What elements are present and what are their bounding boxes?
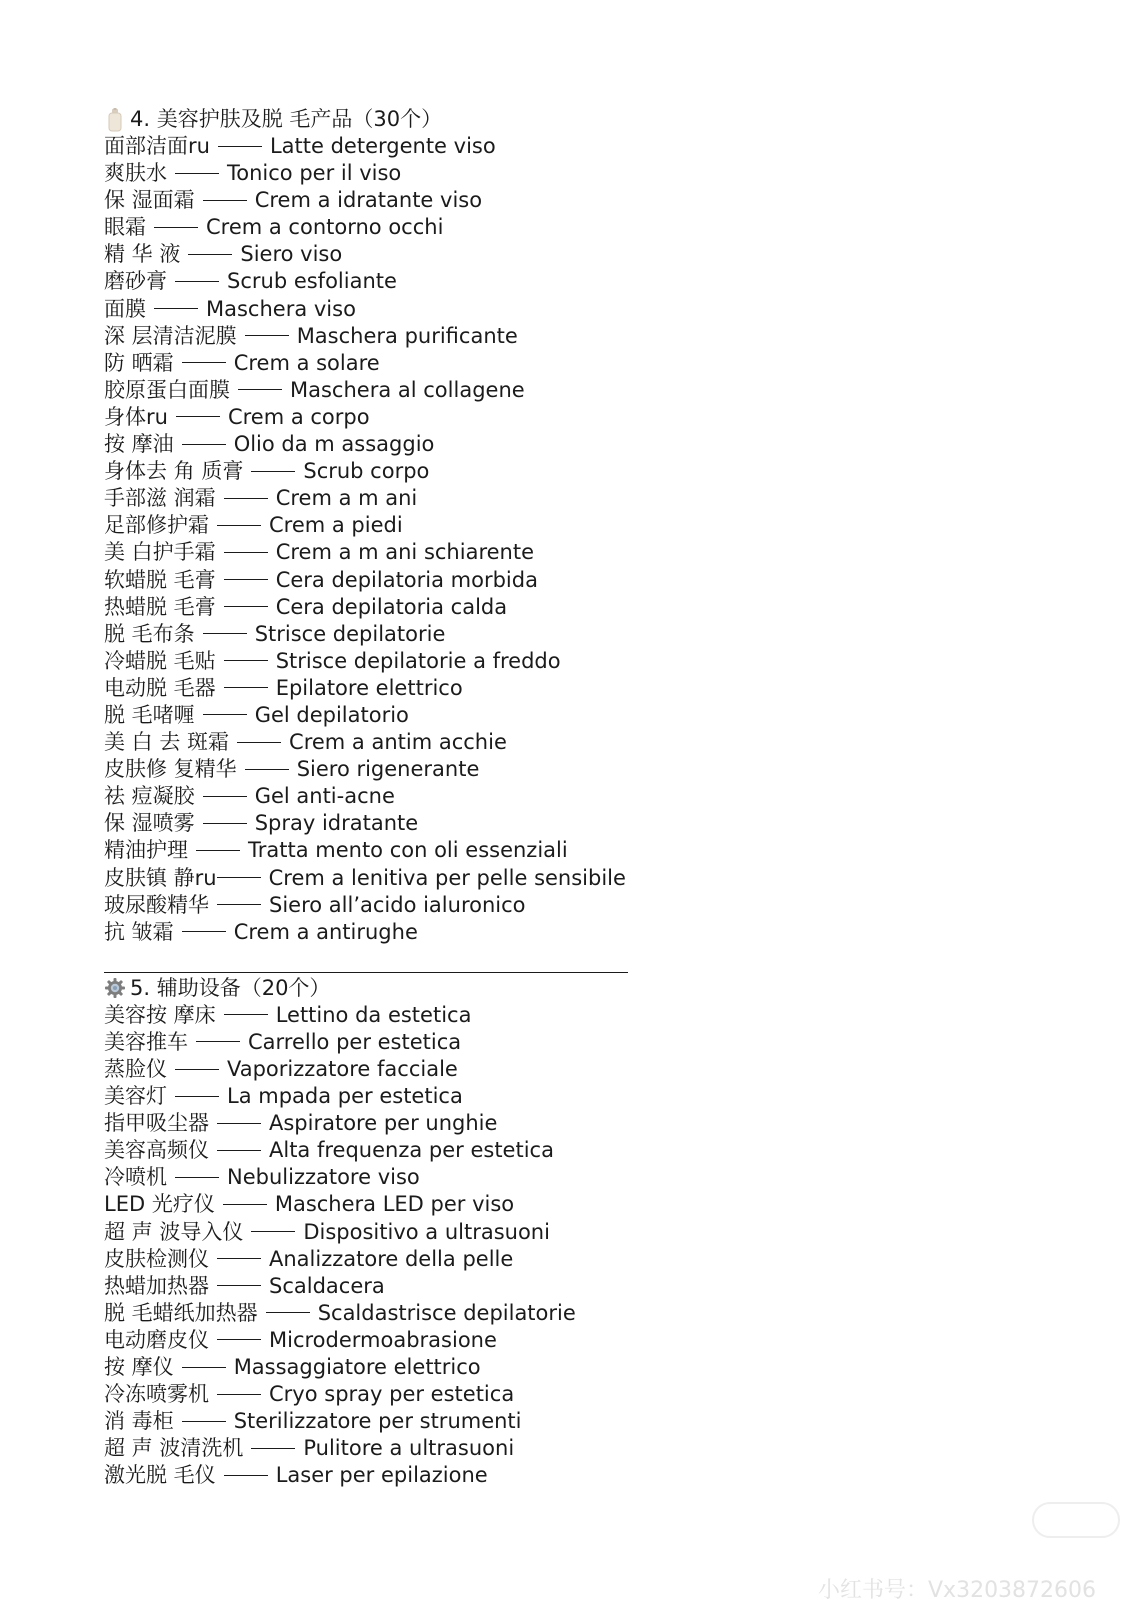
italian-term: Scrub corpo <box>303 459 430 484</box>
em-dash-separator <box>251 1231 295 1232</box>
italian-term: Massaggiatore elettrico <box>233 1355 481 1380</box>
chinese-term: 消 毒柜 <box>104 1409 174 1434</box>
italian-term: Nebulizzatore viso <box>227 1165 420 1190</box>
chinese-term: 热蜡加热器 <box>104 1273 209 1298</box>
list-item <box>104 1354 704 1381</box>
section-divider <box>104 972 628 973</box>
em-dash-separator <box>182 931 226 932</box>
italian-term: Crem a corpo <box>227 404 370 429</box>
list-item <box>104 1435 704 1462</box>
em-dash-separator <box>203 714 247 715</box>
chinese-term: 按 摩仪 <box>104 1355 174 1380</box>
em-dash-separator <box>182 1421 226 1422</box>
italian-term: Alta frequenza per estetica <box>269 1138 554 1163</box>
italian-term: Crem a idratante viso <box>254 188 483 213</box>
list-item <box>104 1164 704 1191</box>
chinese-term: 脱 毛布条 <box>104 621 195 646</box>
chinese-term: 玻尿酸精华 <box>104 892 209 917</box>
italian-term: Crem a antim acchie <box>289 730 507 755</box>
chinese-term: 精 华 液 <box>104 242 181 267</box>
list-item <box>104 296 704 323</box>
em-dash-separator <box>175 281 219 282</box>
list-item <box>104 810 704 837</box>
italian-term: Maschera purificante <box>296 323 518 348</box>
chinese-term: 面膜 <box>104 296 146 321</box>
em-dash-separator <box>154 227 198 228</box>
list-item <box>104 702 704 729</box>
em-dash-separator <box>188 254 232 255</box>
chinese-term: 电动磨皮仪 <box>104 1327 209 1352</box>
italian-term: Microdermoabrasione <box>269 1327 497 1352</box>
chinese-term: 皮肤镇 静ru <box>104 865 217 890</box>
em-dash-separator <box>175 1069 219 1070</box>
list-item <box>104 350 704 377</box>
em-dash-separator <box>217 1394 261 1395</box>
chinese-term: 身体去 角 质膏 <box>104 459 244 484</box>
chinese-term: 冷喷机 <box>104 1165 167 1190</box>
chinese-term: 胶原蛋白面膜 <box>104 377 230 402</box>
em-dash-separator <box>217 525 261 526</box>
italian-term: Tratta mento con oli essenziali <box>248 838 568 863</box>
chinese-term: 足部修护霜 <box>104 513 209 538</box>
em-dash-separator <box>203 823 247 824</box>
list-item <box>104 783 704 810</box>
watermark-logo <box>1032 1502 1120 1538</box>
list-item <box>104 1246 704 1273</box>
em-dash-separator <box>224 498 268 499</box>
document-page <box>104 106 704 1490</box>
italian-term: Laser per epilazione <box>275 1463 488 1488</box>
chinese-term: 美 白 去 斑霜 <box>104 730 230 755</box>
italian-term: Latte detergente viso <box>269 134 496 158</box>
chinese-term: 美 白护手霜 <box>104 540 216 565</box>
em-dash-separator <box>217 904 261 905</box>
em-dash-separator <box>217 877 261 878</box>
list-item <box>104 675 704 702</box>
list-item <box>104 1300 704 1327</box>
em-dash-separator <box>224 579 268 580</box>
list-item <box>104 837 704 864</box>
chinese-term: 美容按 摩床 <box>104 1002 216 1027</box>
em-dash-separator <box>175 173 219 174</box>
chinese-term: 爽肤水 <box>104 161 167 186</box>
chinese-term: 热蜡脱 毛膏 <box>104 594 216 619</box>
list-item <box>104 1137 704 1164</box>
list-item <box>104 377 704 404</box>
italian-term: Crem a solare <box>233 350 380 375</box>
gear-icon <box>104 975 126 1001</box>
italian-term: Maschera viso <box>206 296 356 321</box>
italian-term: Aspiratore per unghie <box>269 1111 498 1136</box>
em-dash-separator <box>224 1014 268 1015</box>
italian-term: Cera depilatoria morbida <box>275 567 538 592</box>
em-dash-separator <box>176 416 220 417</box>
list-item <box>104 404 704 431</box>
chinese-term: 深 层清洁泥膜 <box>104 323 237 348</box>
italian-term: Spray idratante <box>254 811 419 836</box>
italian-term: Scaldacera <box>269 1273 385 1298</box>
list-item <box>104 1056 704 1083</box>
em-dash-separator <box>217 1150 261 1151</box>
chinese-term: 祛 痘凝胶 <box>104 784 195 809</box>
list-item <box>104 1462 704 1489</box>
chinese-term: 皮肤修 复精华 <box>104 757 237 782</box>
italian-term: Sterilizzatore per strumenti <box>233 1409 522 1434</box>
list-item <box>104 1327 704 1354</box>
em-dash-separator <box>224 1475 268 1476</box>
italian-term: Scaldastrisce depilatorie <box>317 1300 576 1325</box>
em-dash-separator <box>203 796 247 797</box>
chinese-term: 软蜡脱 毛膏 <box>104 567 216 592</box>
bottle-icon <box>104 107 126 133</box>
list-item <box>104 567 704 594</box>
section-title-text: 5. 辅助设备（20个） <box>130 975 331 1000</box>
chinese-term: 眼霜 <box>104 215 146 240</box>
list-item <box>104 323 704 350</box>
em-dash-separator <box>217 1123 261 1124</box>
section-title-text: 4. 美容护肤及脱 毛产品（30个） <box>130 107 443 131</box>
em-dash-separator <box>224 606 268 607</box>
italian-term: Carrello per estetica <box>248 1029 462 1054</box>
italian-term: Siero viso <box>240 242 343 267</box>
em-dash-separator <box>251 1448 295 1449</box>
chinese-term: 蒸脸仪 <box>104 1057 167 1081</box>
list-item <box>104 539 704 566</box>
section-title <box>104 975 704 1002</box>
chinese-term: LED 光疗仪 <box>104 1192 215 1217</box>
list-item <box>104 512 704 539</box>
list-item <box>104 1191 704 1218</box>
list-item <box>104 1083 704 1110</box>
italian-term: Dispositivo a ultrasuoni <box>303 1219 550 1244</box>
chinese-term: 防 晒霜 <box>104 350 174 375</box>
list-item <box>104 1110 704 1137</box>
chinese-term: 脱 毛蜡纸加热器 <box>104 1300 258 1325</box>
em-dash-separator <box>175 1177 219 1178</box>
list-item <box>104 485 704 512</box>
em-dash-separator <box>218 146 262 147</box>
chinese-term: 美容推车 <box>104 1029 188 1054</box>
list-item <box>104 1029 704 1056</box>
chinese-term: 手部滋 润霜 <box>104 486 216 511</box>
chinese-term: 激光脱 毛仪 <box>104 1463 216 1488</box>
italian-term: Siero rigenerante <box>296 757 480 782</box>
em-dash-separator <box>224 687 268 688</box>
em-dash-separator <box>175 1096 219 1097</box>
italian-term: Cryo spray per estetica <box>269 1382 515 1407</box>
chinese-term: 面部洁面ru <box>104 134 210 158</box>
chinese-term: 指甲吸尘器 <box>104 1111 209 1136</box>
italian-term: Vaporizzatore facciale <box>227 1057 458 1081</box>
em-dash-separator <box>224 552 268 553</box>
list-item <box>104 919 704 946</box>
list-item <box>104 458 704 485</box>
section-title <box>104 106 704 133</box>
italian-term: Cera depilatoria calda <box>275 594 508 619</box>
em-dash-separator <box>182 444 226 445</box>
italian-term: Crem a contorno occhi <box>206 215 444 240</box>
italian-term: Strisce depilatorie <box>254 621 446 646</box>
chinese-term: 按 摩油 <box>104 432 174 457</box>
chinese-term: 脱 毛啫喱 <box>104 702 195 727</box>
list-item <box>104 892 704 919</box>
list-item <box>104 1273 704 1300</box>
chinese-term: 皮肤检测仪 <box>104 1246 209 1271</box>
chinese-term: 美容灯 <box>104 1084 167 1109</box>
em-dash-separator <box>245 769 289 770</box>
italian-term: Analizzatore della pelle <box>269 1246 514 1271</box>
list-item <box>104 648 704 675</box>
chinese-term: 保 湿喷雾 <box>104 811 195 836</box>
em-dash-separator <box>154 308 198 309</box>
list-item <box>104 621 704 648</box>
list-item <box>104 160 704 187</box>
list-item <box>104 756 704 783</box>
em-dash-separator <box>237 742 281 743</box>
chinese-term: 抗 皱霜 <box>104 919 174 944</box>
list-item <box>104 865 704 892</box>
italian-term: Crem a piedi <box>269 513 403 538</box>
em-dash-separator <box>217 1339 261 1340</box>
italian-term: Gel anti-acne <box>254 784 395 809</box>
em-dash-separator <box>196 1041 240 1042</box>
list-item <box>104 214 704 241</box>
italian-term: La mpada per estetica <box>227 1084 463 1109</box>
list-item <box>104 268 704 295</box>
em-dash-separator <box>251 471 295 472</box>
chinese-term: 电动脱 毛器 <box>104 675 216 700</box>
italian-term: Pulitore a ultrasuoni <box>303 1436 515 1461</box>
italian-term: Gel depilatorio <box>254 702 409 727</box>
italian-term: Crem a antirughe <box>233 919 418 944</box>
em-dash-separator <box>182 1367 226 1368</box>
italian-term: Maschera LED per viso <box>274 1192 515 1217</box>
chinese-term: 冷蜡脱 毛贴 <box>104 648 216 673</box>
chinese-term: 超 声 波清洗机 <box>104 1436 244 1461</box>
italian-term: Crem a lenitiva per pelle sensibile <box>268 865 626 890</box>
chinese-term: 精油护理 <box>104 838 188 863</box>
list-item <box>104 729 704 756</box>
list-item <box>104 1002 704 1029</box>
em-dash-separator <box>238 389 282 390</box>
em-dash-separator <box>182 362 226 363</box>
italian-term: Lettino da estetica <box>275 1002 472 1027</box>
italian-term: Siero all’acido ialuronico <box>269 892 526 917</box>
list-item <box>104 133 704 160</box>
list-item <box>104 1381 704 1408</box>
italian-term: Olio da m assaggio <box>233 432 435 457</box>
list-item <box>104 1408 704 1435</box>
italian-term: Tonico per il viso <box>227 161 402 186</box>
italian-term: Crem a m ani <box>275 486 418 511</box>
em-dash-separator <box>245 335 289 336</box>
chinese-term: 美容高频仪 <box>104 1138 209 1163</box>
italian-term: Maschera al collagene <box>290 377 525 402</box>
list-item <box>104 241 704 268</box>
chinese-term: 保 湿面霜 <box>104 188 195 213</box>
em-dash-separator <box>223 1204 267 1205</box>
em-dash-separator <box>203 200 247 201</box>
chinese-term: 超 声 波导入仪 <box>104 1219 244 1244</box>
list-item <box>104 1219 704 1246</box>
italian-term: Strisce depilatorie a freddo <box>275 648 561 673</box>
chinese-term: 身体ru <box>104 404 168 429</box>
italian-term: Crem a m ani schiarente <box>275 540 534 565</box>
list-item <box>104 431 704 458</box>
list-item <box>104 187 704 214</box>
list-item <box>104 594 704 621</box>
em-dash-separator <box>217 1285 261 1286</box>
italian-term: Epilatore elettrico <box>275 675 463 700</box>
watermark-text: 小红书号：Vx3203872606 <box>818 1578 1097 1603</box>
em-dash-separator <box>196 850 240 851</box>
em-dash-separator <box>266 1312 310 1313</box>
chinese-term: 冷冻喷雾机 <box>104 1382 209 1407</box>
em-dash-separator <box>203 633 247 634</box>
em-dash-separator <box>217 1258 261 1259</box>
italian-term: Scrub esfoliante <box>227 269 397 294</box>
em-dash-separator <box>224 660 268 661</box>
chinese-term: 磨砂膏 <box>104 269 167 294</box>
